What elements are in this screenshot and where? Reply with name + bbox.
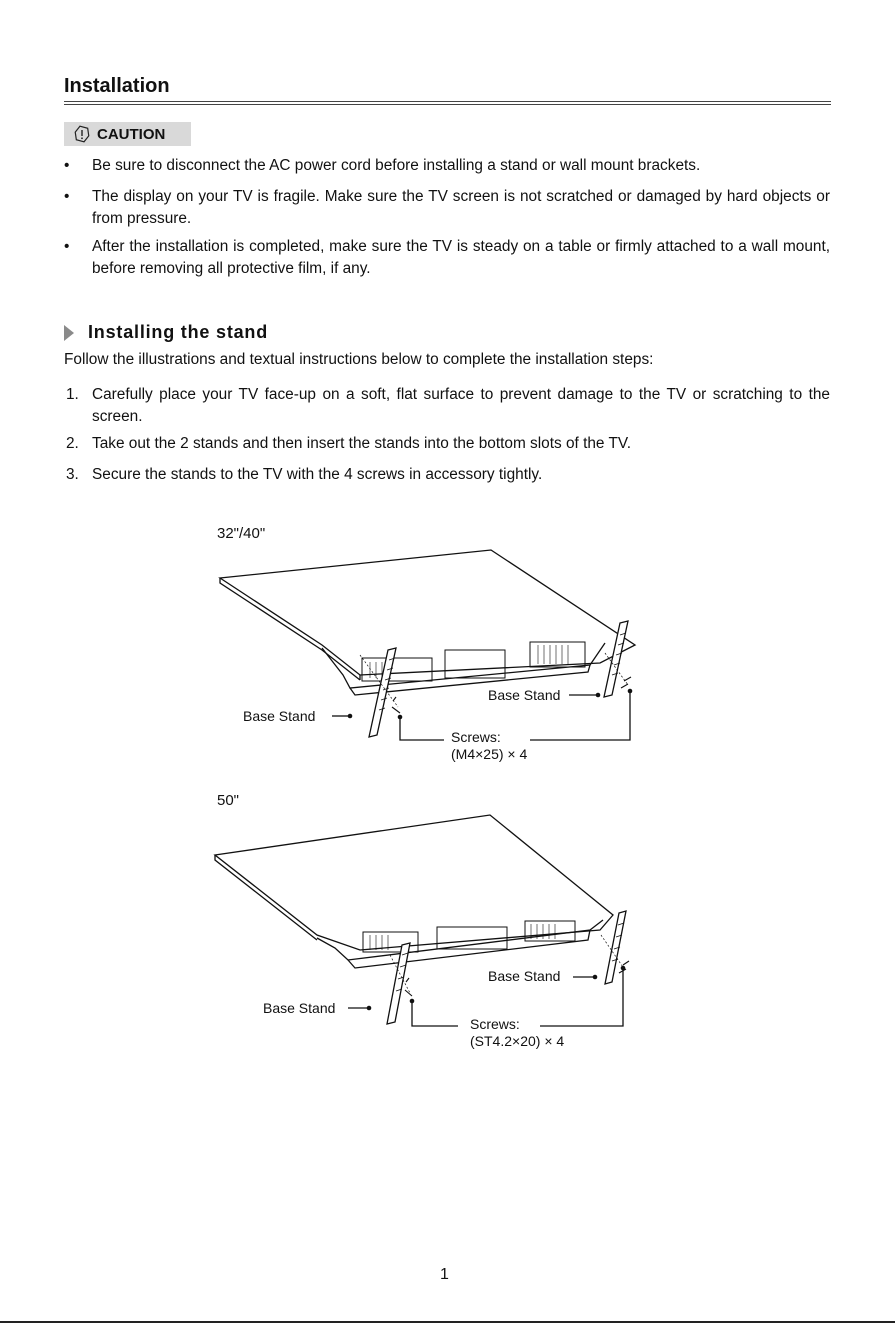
base-stand-label: Base Stand — [243, 708, 316, 724]
caution-item: • The display on your TV is fragile. Make sure the TV screen is not scratched or damaged by hard objects or from pressure. — [64, 188, 830, 227]
section-heading — [64, 322, 268, 343]
tv-stand-illustration-small — [210, 545, 650, 770]
step-number: 1. — [66, 386, 79, 403]
intro-text: Follow the illustrations and textual instructions below to complete the installation steps: — [64, 351, 654, 368]
step-number: 3. — [66, 466, 79, 483]
caution-label: CAUTION — [97, 125, 166, 143]
caution-badge — [64, 122, 191, 146]
title-rule-top — [64, 101, 831, 102]
base-stand-label: Base Stand — [263, 1000, 336, 1016]
screws-spec: (M4×25) × 4 — [451, 746, 528, 762]
step-text: Secure the stands to the TV with the 4 screws in accessory tightly. — [92, 466, 543, 483]
step-item — [64, 433, 830, 455]
step-number: 2. — [66, 435, 79, 452]
caution-item: • After the installation is completed, make sure the TV is steady on a table or firmly attached to a wall mount, before removing all protective film, if any. — [64, 238, 830, 277]
screws-label: Screws: — [451, 729, 501, 745]
step-item — [64, 464, 830, 486]
screws-label: Screws: — [470, 1016, 520, 1032]
step-item — [64, 384, 830, 428]
base-stand-label: Base Stand — [488, 968, 561, 984]
title-rule-bottom — [64, 104, 831, 105]
page-title: Installation — [64, 75, 170, 97]
step-text: Take out the 2 stands and then insert the stands into the bottom slots of the TV. — [92, 435, 632, 452]
figure-size-label: 50" — [217, 792, 240, 809]
bullet-icon: • — [64, 157, 70, 174]
bullet-icon: • — [64, 238, 70, 255]
screws-spec: (ST4.2×20) × 4 — [470, 1033, 565, 1049]
section-title: Installing the stand — [88, 322, 269, 342]
bottom-rule — [0, 1321, 895, 1323]
step-text: Carefully place your TV face-up on a soft, flat surface to prevent damage to the TV or scratching to the screen. — [92, 386, 830, 425]
caution-icon — [73, 125, 91, 143]
caution-item: • Be sure to disconnect the AC power cord before installing a stand or wall mount brackets. — [64, 155, 830, 177]
page-number: 1 — [440, 1266, 449, 1283]
figure-size-label: 32"/40" — [217, 525, 266, 542]
section-arrow-icon — [64, 325, 74, 341]
base-stand-label: Base Stand — [488, 687, 561, 703]
bullet-icon: • — [64, 188, 70, 205]
